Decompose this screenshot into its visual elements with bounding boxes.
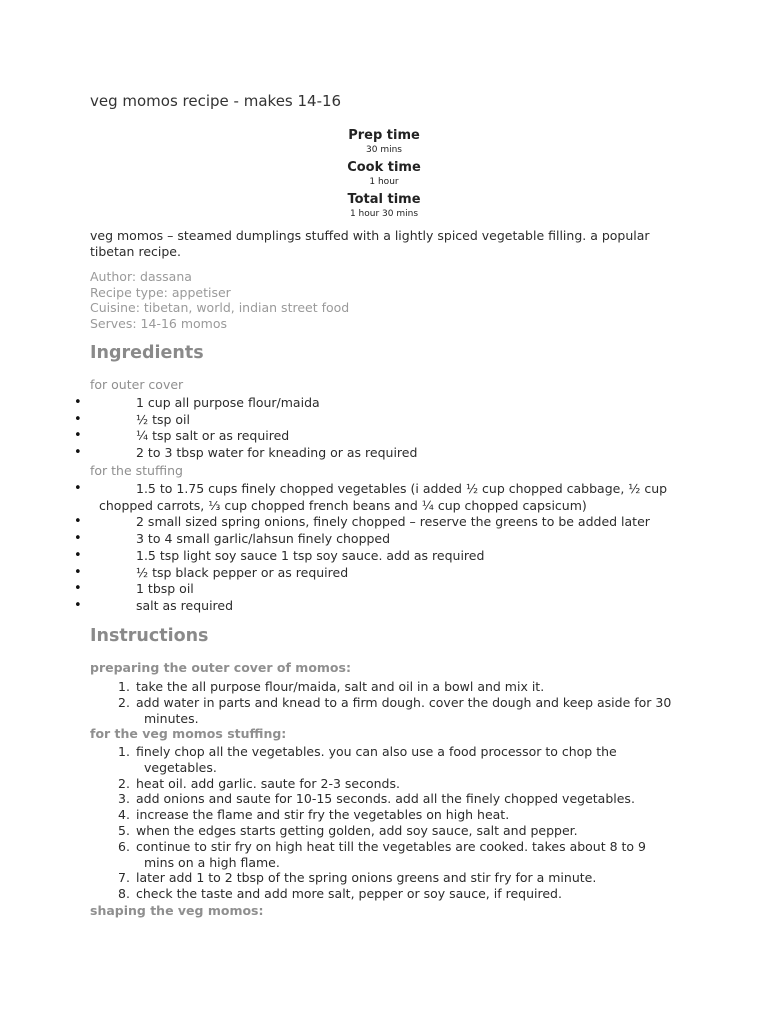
list-item: • 1 cup all purpose flour/maida [0,395,686,412]
list-item: • 1.5 tsp light soy sauce 1 tsp soy sauce. add as required [0,548,686,565]
step-text: when the edges starts getting golden, add soy sauce, salt and pepper. [136,822,578,838]
step-number: 7. [118,870,130,886]
outer-cover-list [0,395,768,462]
recipe-meta [90,269,349,332]
ingredients-heading: Ingredients [90,343,204,363]
recipe-title: veg momos recipe - makes 14-16 [90,92,342,110]
step-text-cont: minutes. [144,710,199,726]
list-item [0,823,681,839]
recipe-type: Recipe type: appetiser [90,284,231,300]
list-item-line: 1.5 to 1.75 cups finely chopped vegetables (i added ½ cup chopped cabbage, ½ cup [136,481,668,496]
list-item [0,481,686,514]
prep-time-label: Prep time [348,128,420,143]
prep-time-value: 30 mins [366,145,402,155]
outer-cover-steps-label: preparing the outer cover of momos: [90,660,351,675]
step-text: heat oil. add garlic. saute for 2-3 seconds. [136,775,400,791]
cook-time-label: Cook time [347,160,421,175]
step-number: 1. [118,679,130,694]
step-text: check the taste and add more salt, pepper or soy sauce, if required. [136,886,562,902]
list-item [0,791,681,807]
step-number: 2. [118,775,130,791]
recipe-times [0,128,768,224]
list-item [0,744,681,776]
list-item: • 2 small sized spring onions, finely chopped – reserve the greens to be added later [0,514,686,531]
shaping-steps-label: shaping the veg momos: [90,903,264,918]
list-item: • 3 to 4 small garlic/lahsun finely chopped [0,531,686,548]
step-text: add water in parts and knead to a firm dough. cover the dough and keep aside for 30 [136,694,672,710]
stuffing-list [0,481,768,615]
recipe-author: Author: dassana [90,269,192,284]
step-number: 1. [118,744,130,759]
step-number: 3. [118,791,130,807]
list-item: • 1 tbsp oil [0,581,686,598]
outer-cover-steps [0,679,768,726]
list-item: • ½ tsp oil [0,412,686,429]
list-item: • ¼ tsp salt or as required [0,428,686,445]
step-number: 6. [118,838,130,854]
step-number: 4. [118,807,130,823]
total-time-label: Total time [347,192,421,207]
step-number: 5. [118,822,130,838]
step-text-cont: mins on a high flame. [144,854,280,870]
step-text-cont: vegetables. [144,759,217,775]
list-item [0,839,681,871]
recipe-summary: veg momos – steamed dumplings stuffed with a lightly spiced vegetable filling. a popular tibetan recipe. [90,228,650,259]
list-item: • salt as required [0,598,686,615]
step-text: increase the flame and stir fry the vegetables on high heat. [136,807,510,823]
list-item: • 2 to 3 tbsp water for kneading or as required [0,445,686,462]
step-number: 8. [118,886,130,902]
list-item [0,695,681,727]
stuffing-label: for the stuffing [90,463,183,478]
stuffing-steps-label: for the veg momos stuffing: [90,726,287,741]
recipe-cuisine: Cuisine: tibetan, world, indian street food [90,300,350,316]
list-item [0,886,681,902]
outer-cover-label: for outer cover [90,377,184,392]
total-time-value: 1 hour 30 mins [349,209,419,219]
instructions-heading: Instructions [90,626,209,646]
cook-time-value: 1 hour [369,177,399,187]
recipe-serves: Serves: 14-16 momos [90,316,228,332]
step-text: add onions and saute for 10-15 seconds. add all the finely chopped vegetables. [136,791,635,807]
list-item-line: chopped carrots, ⅓ cup chopped french beans and ¼ cup chopped capsicum) [99,497,587,513]
step-text: continue to stir fry on high heat till the vegetables are cooked. takes about 8 to 9 [136,838,647,854]
step-text: later add 1 to 2 tbsp of the spring onions greens and stir fry for a minute. [136,870,597,886]
step-number: 2. [118,694,130,710]
list-item: • ½ tsp black pepper or as required [0,565,686,582]
step-text: finely chop all the vegetables. you can also use a food processor to chop the [136,744,617,759]
list-item [0,776,681,792]
stuffing-steps [0,744,768,902]
list-item [0,679,681,695]
list-item [0,870,681,886]
step-text: take the all purpose flour/maida, salt and oil in a bowl and mix it. [136,679,545,694]
list-item [0,807,681,823]
